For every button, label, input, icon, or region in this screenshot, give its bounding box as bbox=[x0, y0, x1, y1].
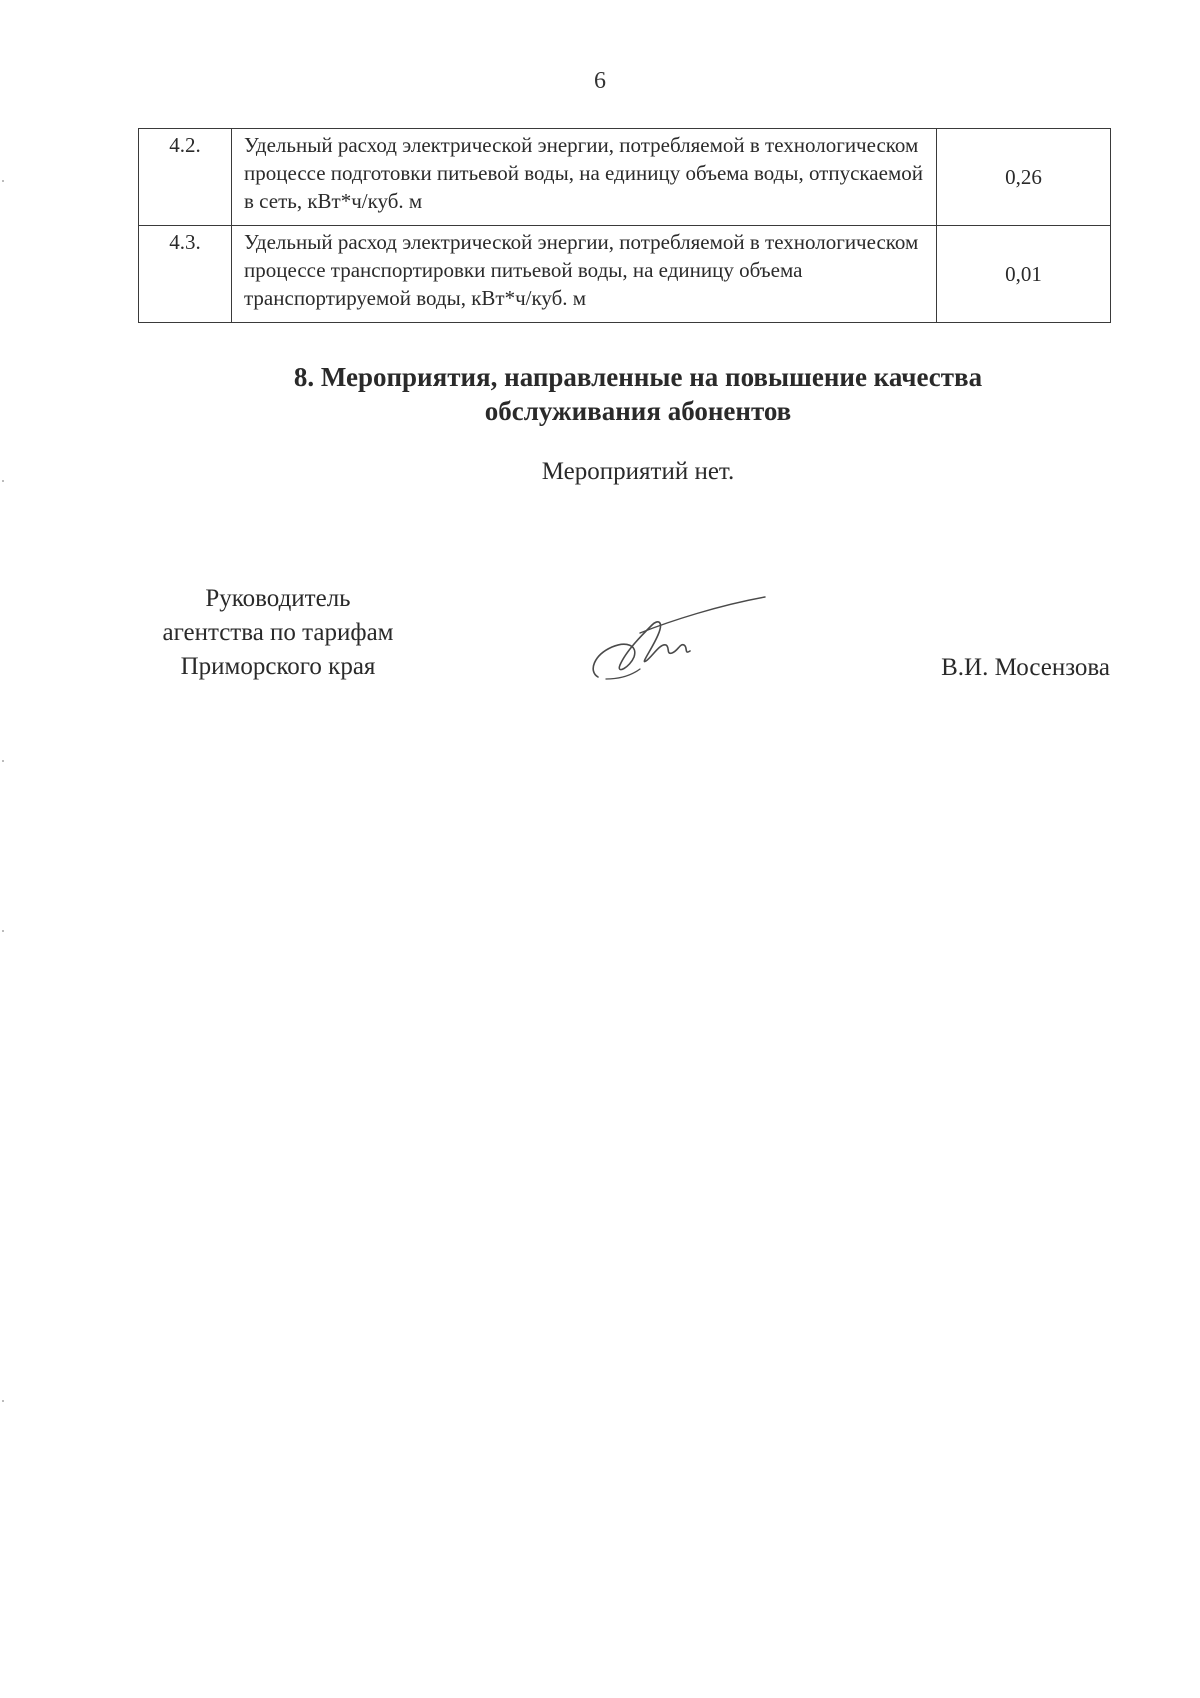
page-number: 6 bbox=[594, 68, 606, 94]
scan-mark bbox=[2, 180, 4, 182]
row-description: Удельный расход электрической энергии, потребляемой в технологическом процессе подготовки питьевой воды, на единицу объема воды, отпускаемой в сеть, кВт*ч/куб. м bbox=[232, 129, 937, 226]
section-body: Мероприятий нет. bbox=[541, 458, 735, 485]
row-number: 4.2. bbox=[139, 129, 232, 226]
row-value: 0,01 bbox=[937, 226, 1111, 323]
table-row bbox=[139, 129, 1111, 226]
handwritten-signature bbox=[580, 595, 780, 695]
signer-name: В.И. Мосензова bbox=[941, 654, 1110, 681]
row-description: Удельный расход электрической энергии, потребляемой в технологическом процессе транспортировки питьевой воды, на единицу объема транспортируемой воды, кВт*ч/куб. м bbox=[232, 226, 937, 323]
row-value: 0,26 bbox=[937, 129, 1111, 226]
signer-title-line: Приморского края bbox=[180, 653, 376, 680]
table-row bbox=[139, 226, 1111, 323]
signer-title-line: агентства по тарифам bbox=[162, 619, 394, 646]
signer-title bbox=[138, 582, 418, 684]
section-title bbox=[0, 360, 1200, 428]
scan-mark bbox=[2, 480, 4, 482]
row-number: 4.3. bbox=[139, 226, 232, 323]
section-title-line: обслуживания абонентов bbox=[484, 396, 792, 426]
metrics-table bbox=[138, 128, 1111, 323]
scan-mark bbox=[2, 930, 4, 932]
section-title-line: 8. Мероприятия, направленные на повышение качества bbox=[293, 362, 983, 392]
scan-mark bbox=[2, 760, 4, 762]
scan-mark bbox=[2, 1400, 4, 1402]
signer-title-line: Руководитель bbox=[205, 585, 351, 612]
